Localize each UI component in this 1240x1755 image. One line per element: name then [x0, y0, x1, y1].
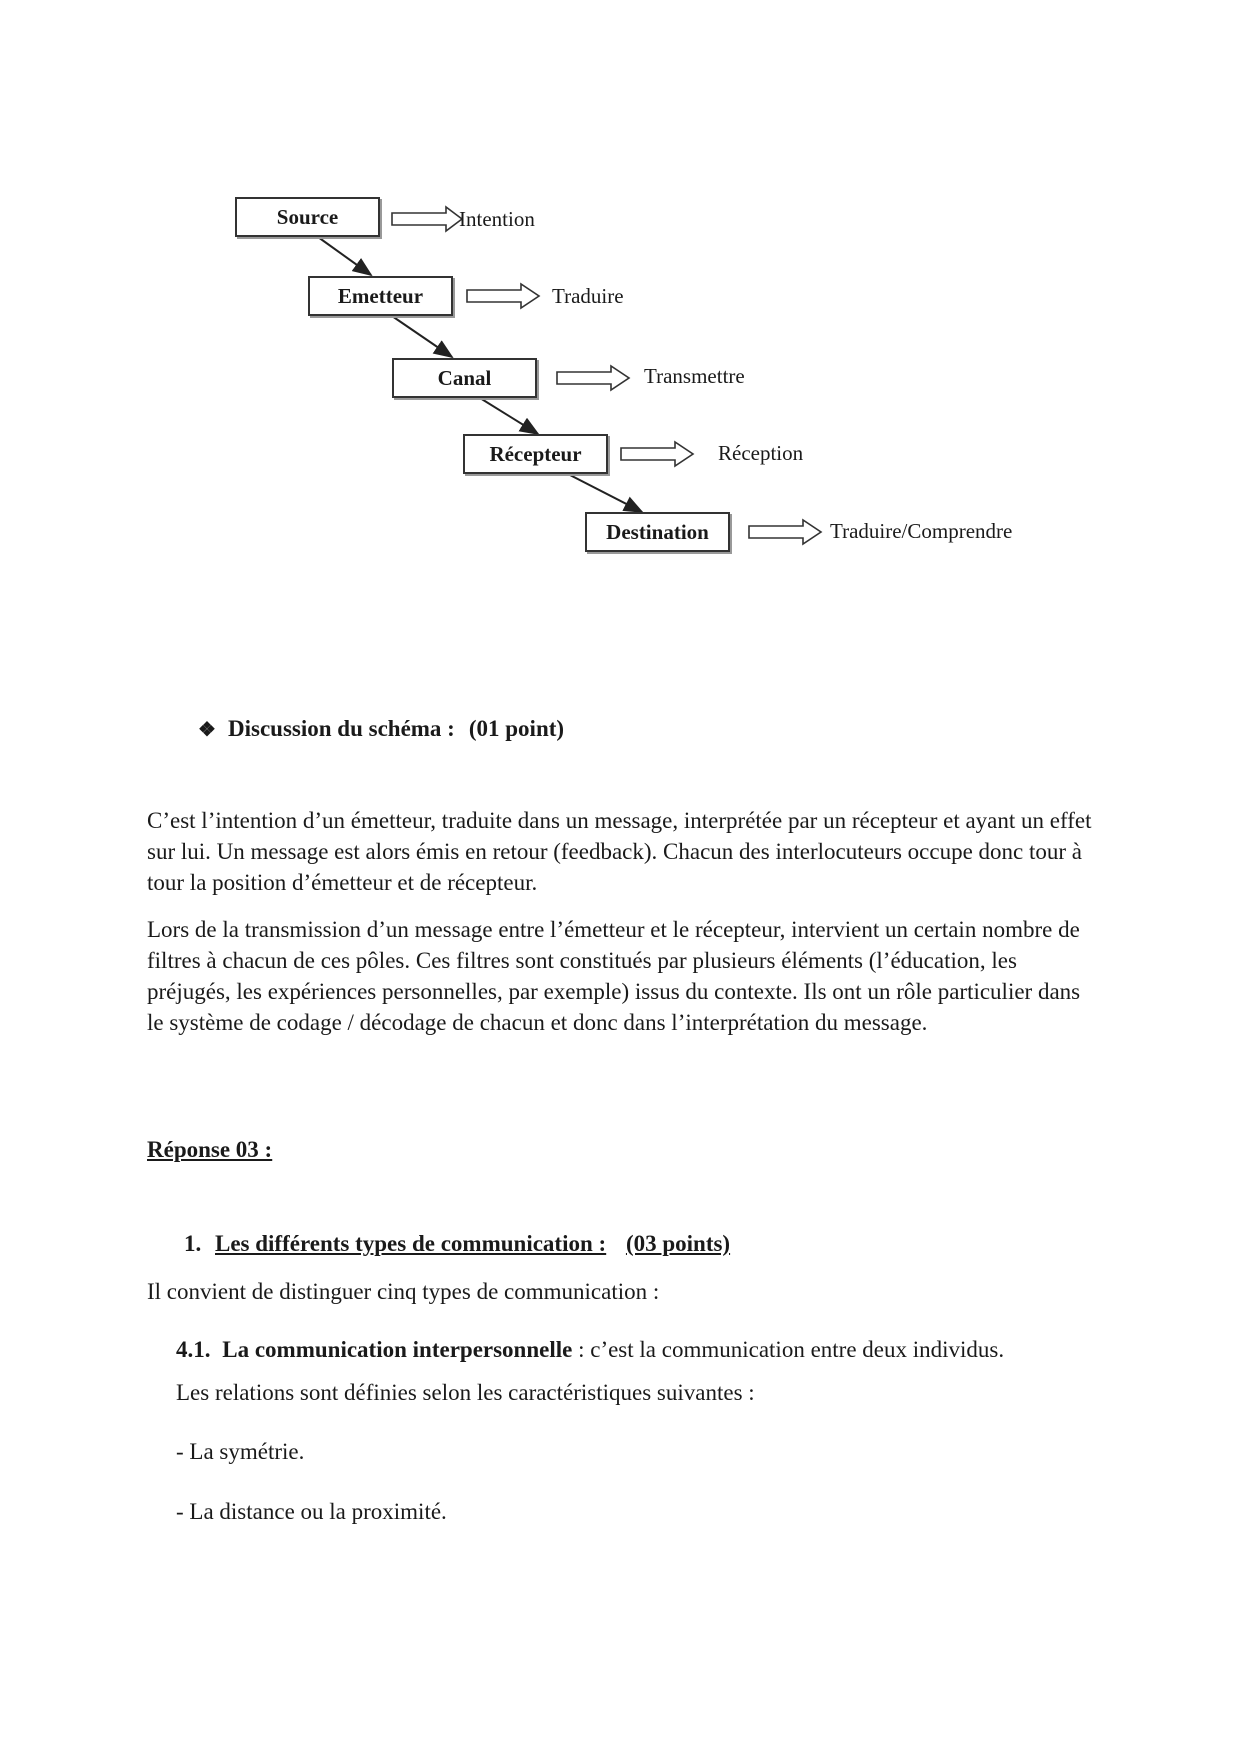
- connector-emetteur-canal: [392, 316, 452, 357]
- output-reception: Réception: [718, 441, 804, 465]
- item-1-heading: [184, 1231, 730, 1257]
- subsection-title: La communication interpersonnelle: [222, 1337, 573, 1362]
- node-emetteur: [308, 276, 453, 316]
- discussion-paragraph-2: Lors de la transmission d’un message entre l’émetteur et le récepteur, intervient un certain nombre de filtres à chacun de ces pôles. Ces filtres sont constitués par plusieurs éléments (l’éducation, les préjugés, les expériences personnelles, par exemple) issus du contexte. Ils ont un rôle particulier dans le système de codage / décodage de chacun et donc dans l’interprétation du message.: [147, 917, 1081, 1035]
- node-canal-label: Canal: [437, 365, 492, 390]
- block-arrow-intention: [392, 207, 462, 231]
- node-recepteur: [463, 434, 608, 474]
- block-arrow-transmettre: [557, 366, 629, 390]
- diamond-bullet-icon: ❖: [198, 719, 216, 741]
- bullet-symetrie: - La symétrie.: [176, 1439, 305, 1464]
- reponse-title: Réponse 03 :: [147, 1137, 273, 1162]
- output-traduire-comprendre: Traduire/Comprendre: [830, 519, 1013, 543]
- node-emetteur-label: Emetteur: [337, 283, 424, 308]
- item-1-number: 1.: [184, 1231, 202, 1256]
- node-destination: [585, 512, 730, 552]
- connector-canal-recepteur: [480, 398, 538, 434]
- discussion-paragraph-1: C’est l’intention d’un émetteur, traduite dans un message, interprétée par un récepteur et ayant un effet sur lui. Un message est alors émis en retour (feedback). Chacun des interlocuteurs occupe donc tour à tour la position d’émetteur et de récepteur.: [147, 808, 1092, 895]
- node-destination-label: Destination: [606, 519, 709, 544]
- block-arrow-reception: [621, 442, 693, 466]
- node-source: [235, 197, 380, 237]
- node-canal: [392, 358, 537, 398]
- relations-intro: Les relations sont définies selon les caractéristiques suivantes :: [176, 1380, 755, 1405]
- output-traduire: Traduire: [552, 284, 624, 308]
- output-intention: Intention: [459, 207, 535, 231]
- connector-recepteur-destination: [568, 474, 642, 512]
- communication-diagram: [0, 0, 1240, 600]
- discussion-title: Discussion du schéma :: [228, 716, 455, 741]
- subsection-text: : c’est la communication entre deux individus.: [572, 1337, 1005, 1362]
- output-transmettre: Transmettre: [644, 364, 745, 388]
- discussion-heading: [198, 716, 564, 742]
- node-recepteur-label: Récepteur: [489, 441, 582, 466]
- discussion-points: (01 point): [468, 716, 565, 741]
- block-arrow-traduire-comprendre: [749, 520, 821, 544]
- connector-source-emetteur: [318, 237, 371, 275]
- subsection-4-1: [176, 1337, 1004, 1363]
- item-1-points: (03 points): [625, 1231, 731, 1256]
- types-intro: Il convient de distinguer cinq types de communication :: [147, 1279, 660, 1304]
- block-arrow-traduire: [467, 284, 539, 308]
- node-source-label: Source: [276, 204, 339, 229]
- subsection-number: 4.1.: [176, 1337, 211, 1362]
- item-1-title: Les différents types de communication :: [215, 1231, 607, 1256]
- bullet-distance: - La distance ou la proximité.: [176, 1499, 447, 1524]
